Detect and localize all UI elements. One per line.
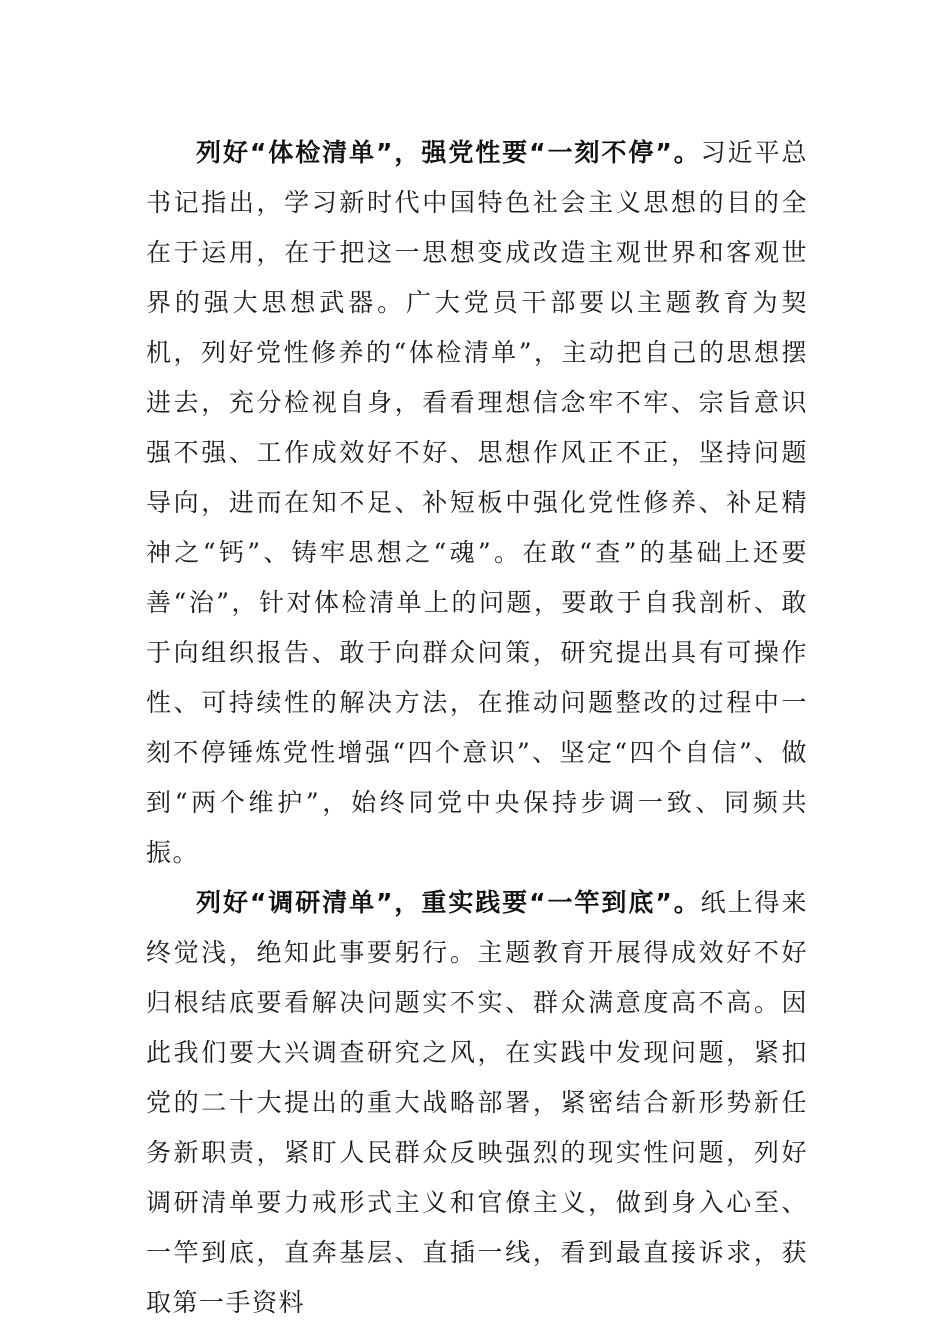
paragraph-text: 纸上得来终觉浅，绝知此事要躬行。主题教育开展得成效好不好归根结底要看解决问题实不实、群众满意度高不高。因此我们要大兴调查研究之风，在实践中发现问题，紧扣党的二十大提出的重大战略部署，紧密结合新形势新任务新职责，紧盯人民群众反映强烈的现实性问题，列好调研清单要力戒形式主义和官僚主义，做到身入心至、一竿到底，直奔基层、直插一线，看到最直接诉求，获取第一手资料	[146, 888, 808, 1317]
paragraph-checkup-list	[146, 128, 808, 878]
paragraph-text: 习近平总书记指出，学习新时代中国特色社会主义思想的目的全在于运用，在于把这一思想变成改造主观世界和客观世界的强大思想武器。广大党员干部要以主题教育为契机，列好党性修养的“体检清单”，主动把自己的思想摆进去，充分检视自身，看看理想信念牢不牢、宗旨意识强不强、工作成效好不好、思想作风正不正，坚持问题导向，进而在知不足、补短板中强化党性修养、补足精神之“钙”、铸牢思想之“魂”。在敢“查”的基础上还要善“治”，针对体检清单上的问题，要敢于自我剖析、敢于向组织报告、敢于向群众问策，研究提出具有可操作性、可持续性的解决方法，在推动问题整改的过程中一刻不停锤炼党性增强“四个意识”、坚定“四个自信”、做到“两个维护”，始终同党中央保持步调一致、同频共振。	[146, 138, 808, 867]
paragraph-heading: 列好“调研清单”，重实践要“一竿到底”。	[196, 888, 701, 917]
paragraph-heading: 列好“体检清单”，强党性要“一刻不停”。	[196, 138, 701, 167]
paragraph-research-list	[146, 878, 808, 1328]
document-body	[146, 128, 808, 1328]
